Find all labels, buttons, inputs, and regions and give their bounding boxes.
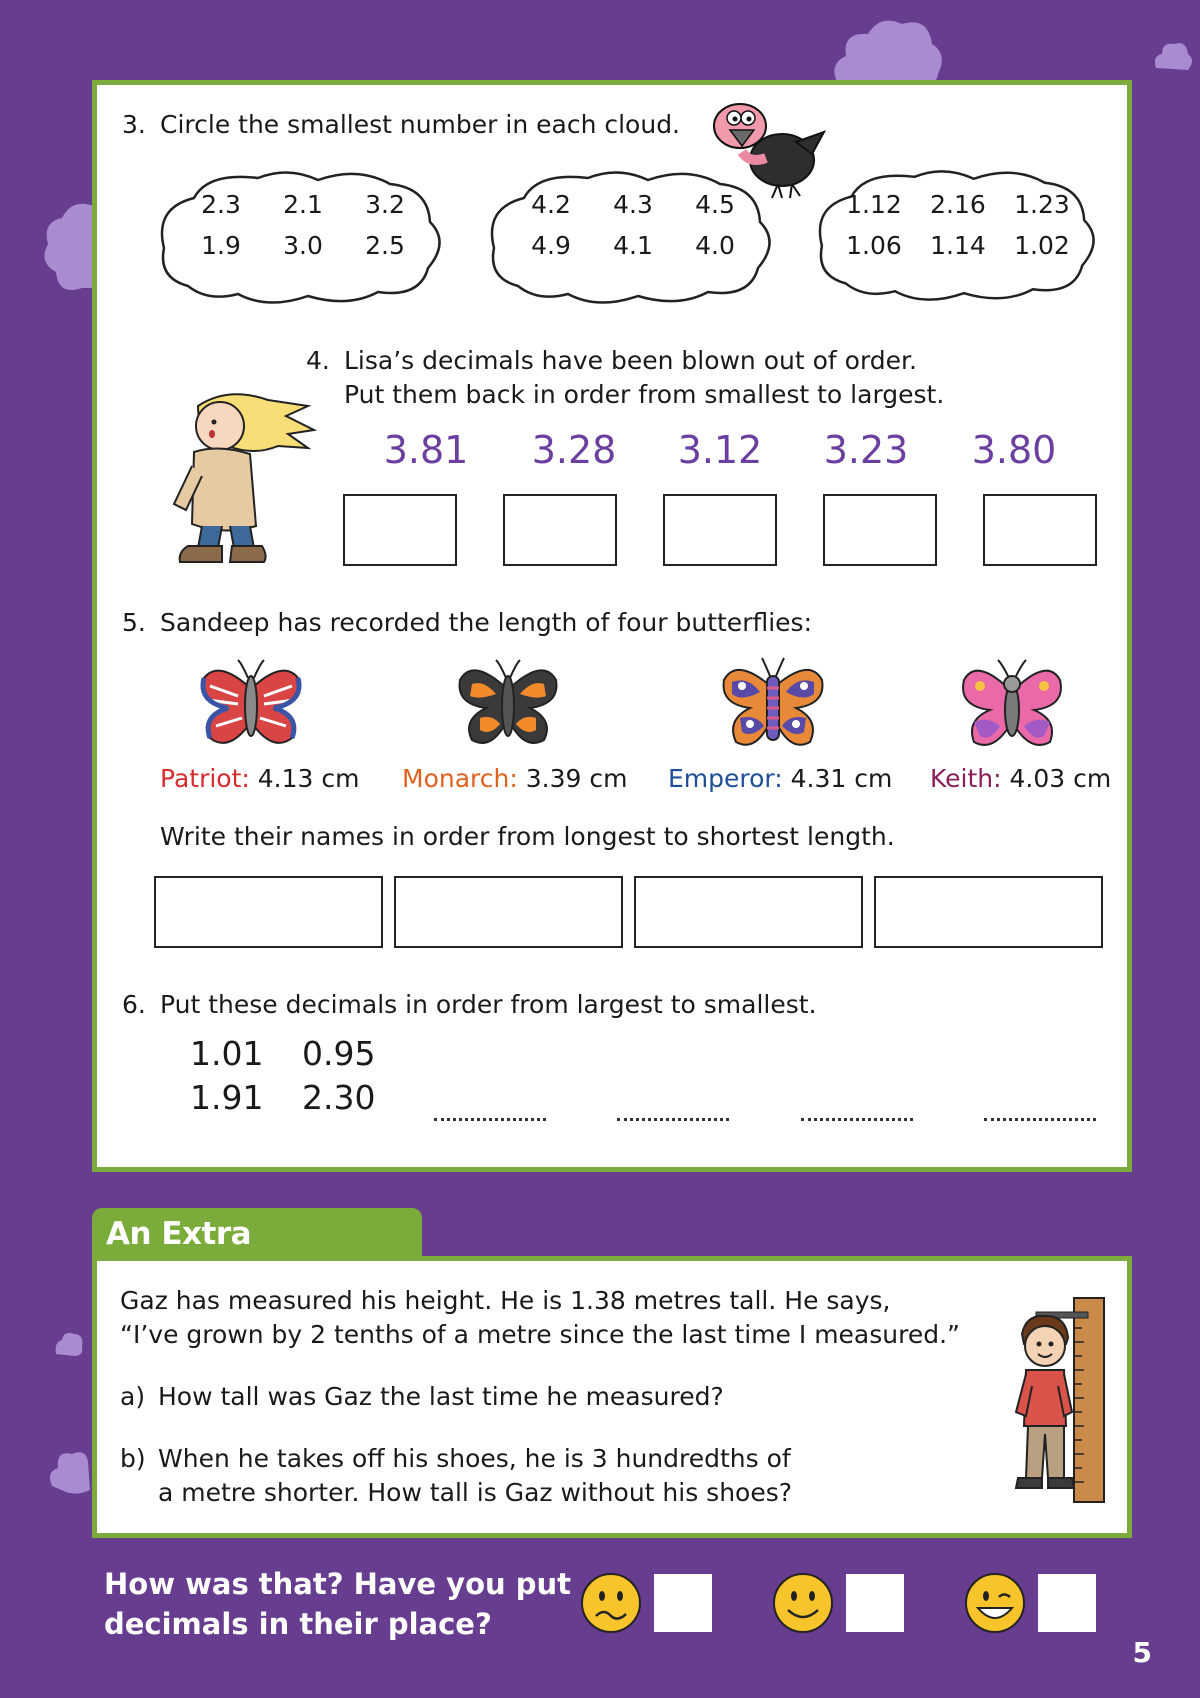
challenge-intro-line-1 xyxy=(120,1284,891,1318)
self-assessment-question xyxy=(104,1564,571,1644)
cloud-number[interactable]: 1.23 xyxy=(1014,190,1070,219)
answer-line[interactable] xyxy=(617,1098,729,1121)
background-cloud xyxy=(48,1442,90,1494)
number-cloud-3 xyxy=(816,166,1096,304)
answer-line[interactable] xyxy=(801,1098,913,1121)
patriot-butterfly-icon xyxy=(198,656,304,752)
answer-box[interactable] xyxy=(983,494,1097,566)
part-text: How tall was Gaz the last time he measured? xyxy=(158,1382,724,1411)
question-6 xyxy=(122,988,817,1022)
emperor-butterfly-icon xyxy=(720,654,826,756)
background-cloud xyxy=(828,14,946,90)
butterfly-name: Monarch: xyxy=(402,764,518,793)
question-4 xyxy=(306,344,917,378)
decimal-value: 3.12 xyxy=(677,428,763,472)
cloud-number[interactable]: 4.2 xyxy=(531,190,571,219)
answer-box[interactable] xyxy=(503,494,617,566)
cloud-number[interactable]: 1.14 xyxy=(930,231,986,260)
part-text: a metre shorter. How tall is Gaz without his shoes? xyxy=(158,1478,793,1507)
decimal-value: 2.30 xyxy=(302,1078,376,1117)
girl-illustration xyxy=(158,386,318,566)
question-5-instruction xyxy=(160,820,895,854)
cloud-number[interactable]: 4.0 xyxy=(695,231,735,260)
cloud-number[interactable]: 4.1 xyxy=(613,231,653,260)
winking-face-icon xyxy=(964,1572,1026,1634)
cloud-number[interactable]: 4.9 xyxy=(531,231,571,260)
page-number: 5 xyxy=(1132,1636,1152,1669)
butterfly-label-emperor xyxy=(668,764,892,793)
butterfly-length: 3.39 cm xyxy=(525,764,628,793)
decimal-value: 3.23 xyxy=(823,428,909,472)
question-5 xyxy=(122,606,812,640)
happy-face-icon xyxy=(772,1572,834,1634)
decimal-value: 3.28 xyxy=(531,428,617,472)
extra-challenge-tab xyxy=(92,1208,422,1262)
unsure-face-icon xyxy=(580,1572,642,1634)
cloud-number[interactable]: 3.0 xyxy=(283,231,323,260)
butterfly-label-monarch xyxy=(402,764,627,793)
decimal-value: 0.95 xyxy=(302,1034,376,1073)
cloud-number[interactable]: 2.16 xyxy=(930,190,986,219)
question-text-line-2: Put them back in order from smallest to largest. xyxy=(344,380,945,409)
butterfly-name: Patriot: xyxy=(160,764,250,793)
cloud-number[interactable]: 1.12 xyxy=(846,190,902,219)
butterfly-name: Emperor: xyxy=(668,764,783,793)
challenge-part-b xyxy=(120,1442,791,1476)
decimal-value: 1.01 xyxy=(190,1034,264,1073)
question-number: 4. xyxy=(306,346,330,375)
part-text: When he takes off his shoes, he is 3 hundredths of xyxy=(158,1444,791,1473)
background-cloud xyxy=(1152,38,1194,74)
challenge-part-b-line-2 xyxy=(158,1476,792,1510)
cloud-number[interactable]: 2.1 xyxy=(283,190,323,219)
decimal-value: 3.81 xyxy=(383,428,469,472)
answer-line[interactable] xyxy=(984,1098,1096,1121)
self-assessment-line-2: decimals in their place? xyxy=(104,1607,492,1641)
butterfly-label-keith xyxy=(930,764,1111,793)
background-cloud xyxy=(42,198,94,296)
question-text: Sandeep has recorded the length of four butterflies: xyxy=(160,608,812,637)
boy-measuring-height-illustration xyxy=(1012,1294,1112,1506)
self-assessment-line-1: How was that? Have you put xyxy=(104,1567,572,1601)
question-3 xyxy=(122,108,680,142)
answer-line[interactable] xyxy=(434,1098,546,1121)
name-answer-box[interactable] xyxy=(394,876,623,948)
challenge-intro-line-2 xyxy=(120,1318,960,1352)
cloud-number[interactable]: 4.5 xyxy=(695,190,735,219)
monarch-butterfly-icon xyxy=(456,656,560,752)
butterfly-length: 4.13 cm xyxy=(257,764,360,793)
bird-illustration xyxy=(708,98,828,202)
cloud-number[interactable]: 4.3 xyxy=(613,190,653,219)
challenge-text: “I’ve grown by 2 tenths of a metre since the last time I measured.” xyxy=(120,1320,960,1349)
question-number: 6. xyxy=(122,990,146,1019)
extra-challenge-title: An Extra xyxy=(106,1216,252,1252)
background-cloud xyxy=(54,1330,84,1358)
cloud-number[interactable]: 3.2 xyxy=(365,190,405,219)
answer-box[interactable] xyxy=(343,494,457,566)
happy-checkbox[interactable] xyxy=(846,1574,904,1632)
question-number: 3. xyxy=(122,110,146,139)
part-label: a) xyxy=(120,1382,146,1411)
question-number: 5. xyxy=(122,608,146,637)
butterfly-name: Keith: xyxy=(930,764,1002,793)
answer-box[interactable] xyxy=(823,494,937,566)
instruction-text: Write their names in order from longest to shortest length. xyxy=(160,822,895,851)
decimal-value: 3.80 xyxy=(971,428,1057,472)
cloud-number[interactable]: 1.06 xyxy=(846,231,902,260)
confident-checkbox[interactable] xyxy=(1038,1574,1096,1632)
keith-butterfly-icon xyxy=(958,656,1066,754)
number-cloud-1 xyxy=(158,168,442,306)
cloud-number[interactable]: 2.5 xyxy=(365,231,405,260)
butterfly-length: 4.31 cm xyxy=(790,764,893,793)
part-label: b) xyxy=(120,1444,146,1473)
challenge-text: Gaz has measured his height. He is 1.38 metres tall. He says, xyxy=(120,1286,891,1315)
butterfly-label-patriot xyxy=(160,764,360,793)
question-text-line-1: Lisa’s decimals have been blown out of order. xyxy=(344,346,917,375)
question-text: Circle the smallest number in each cloud. xyxy=(160,110,681,139)
name-answer-box[interactable] xyxy=(634,876,863,948)
butterfly-length: 4.03 cm xyxy=(1009,764,1112,793)
question-text: Put these decimals in order from largest to smallest. xyxy=(160,990,817,1019)
name-answer-box[interactable] xyxy=(154,876,383,948)
unsure-checkbox[interactable] xyxy=(654,1574,712,1632)
cloud-number[interactable]: 2.3 xyxy=(201,190,241,219)
cloud-number[interactable]: 1.9 xyxy=(201,231,241,260)
decimal-value: 1.91 xyxy=(190,1078,264,1117)
name-answer-box[interactable] xyxy=(874,876,1103,948)
challenge-part-a xyxy=(120,1380,724,1414)
cloud-number[interactable]: 1.02 xyxy=(1014,231,1070,260)
question-4-line-2 xyxy=(344,378,944,412)
answer-box[interactable] xyxy=(663,494,777,566)
